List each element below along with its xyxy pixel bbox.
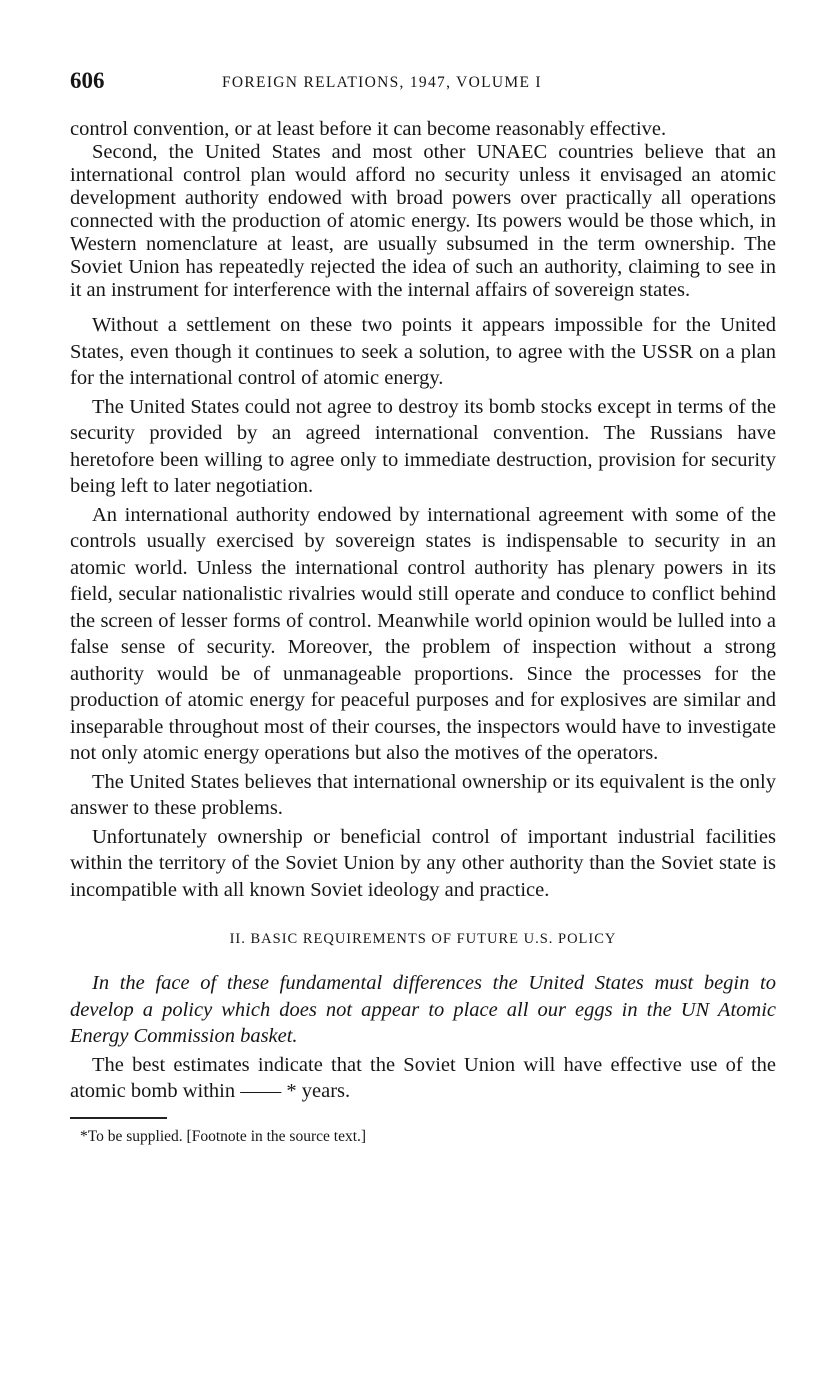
main-section xyxy=(70,312,776,903)
document-page xyxy=(70,68,776,1147)
opening-section xyxy=(70,118,776,302)
paragraph: control convention, or at least before it can become reasonably effective. xyxy=(70,118,667,140)
paragraph: An international authority endowed by international agreement with some of the controls usually exercised by sovereign states is indispensable to security in an atomic world. Unless the international control authority has plenary powers in its field, secular nationalistic rivalries would still operate and conduce to conflict behind the screen of lesser forms of control. Meanwhile world opinion would be lulled into a false sense of security. Moreover, the problem of inspection without a strong authority would be of unmanageable proportions. Since the processes for the production of atomic energy for peaceful purposes and for explosives are similar and inseparable throughout most of their courses, the inspectors would have to investigate not only atomic energy operations but also the motives of the operators. xyxy=(70,503,776,764)
final-paragraph: The best estimates indicate that the Soviet Union will have effective use of the atomic bomb within —— * years. xyxy=(70,1053,776,1102)
paragraph: Second, the United States and most other UNAEC countries believe that an international control plan would afford no security unless it envisaged an atomic development authority endowed with broad powers over practically all operations connected with the production of atomic energy. Its powers would be those which, in Western nomenclature at least, are usually subsumed in the term ownership. The Soviet Union has repeatedly rejected the idea of such an authority, claiming to see in it an instrument for interference with the internal affairs of sovereign states. xyxy=(70,141,776,301)
page-number: 606 xyxy=(70,68,105,93)
footnote-divider xyxy=(70,1117,167,1119)
footnote: *To be supplied. [Footnote in the source text.] xyxy=(80,1127,367,1145)
paragraph: The United States believes that international ownership or its equivalent is the only answer to these problems. xyxy=(70,770,776,819)
paragraph: Without a settlement on these two points it appears impossible for the United States, even though it continues to seek a solution, to agree with the USSR on a plan for the international control of atomic energy. xyxy=(70,314,776,389)
running-title: FOREIGN RELATIONS, 1947, VOLUME I xyxy=(222,74,542,91)
paragraph: Unfortunately ownership or beneficial control of important industrial facilities within the territory of the Soviet Union by any other authority than the Soviet state is incompatible with all known Soviet ideology and practice. xyxy=(70,825,776,901)
italic-paragraph: In the face of these fundamental differences the United States must begin to develop a policy which does not appear to place all our eggs in the UN Atomic Energy Commission basket. xyxy=(70,972,776,1047)
paragraph: The United States could not agree to destroy its bomb stocks except in terms of the security provided by an agreed international convention. The Russians have heretofore been willing to agree only to immediate destruction, provision for security being left to later negotiation. xyxy=(70,395,776,497)
section-heading: II. BASIC REQUIREMENTS OF FUTURE U.S. POLICY xyxy=(229,931,617,947)
running-head xyxy=(70,68,776,104)
